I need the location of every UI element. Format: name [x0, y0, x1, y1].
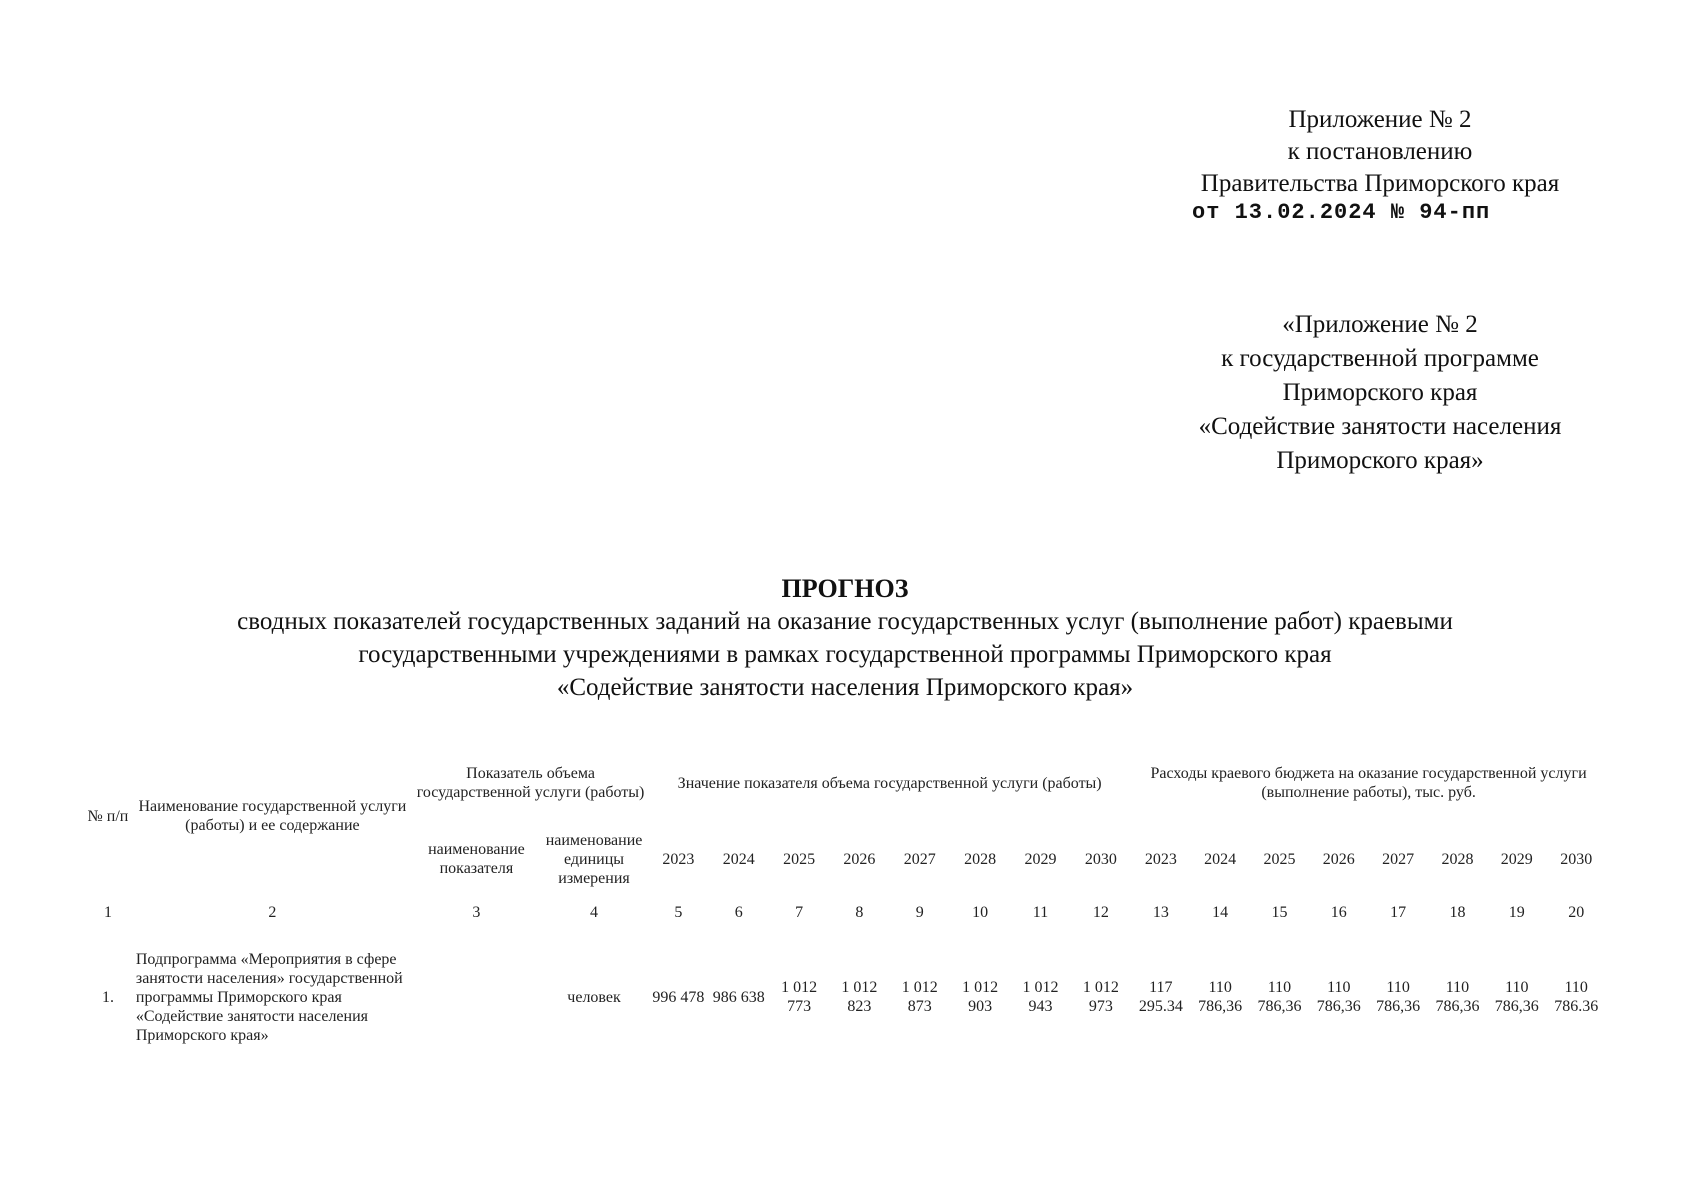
header-year: 2028: [1441, 850, 1474, 868]
column-number: 5: [674, 903, 683, 921]
appendix-line-5: Приморского края»: [1276, 447, 1484, 474]
header-year: 2029: [1024, 850, 1057, 868]
row-expense: 110 786,36: [1435, 979, 1480, 1015]
column-number: 10: [972, 903, 989, 921]
title-line-2: государственными учреждениями в рамках государственной программы Приморского края: [358, 641, 1332, 668]
row-expense: 110 786,36: [1316, 979, 1361, 1015]
appendix-line-2: к государственной программе: [1221, 345, 1539, 372]
header-year: 2025: [783, 850, 816, 868]
header-year: 2025: [1263, 850, 1296, 868]
row-expense: 117 295.34: [1138, 979, 1183, 1015]
header-num: № п/п: [87, 807, 129, 825]
column-number: 19: [1508, 903, 1525, 921]
header-year: 2028: [964, 850, 997, 868]
approval-line-2: к постановлению: [1287, 138, 1473, 165]
row-value: 1 012 903: [962, 979, 999, 1015]
appendix-block: [1160, 308, 1600, 478]
row-indicator-name: [413, 932, 540, 1062]
row-value: 1 012 973: [1082, 979, 1119, 1015]
row-number: 1.: [101, 988, 114, 1006]
header-year: 2024: [722, 850, 755, 868]
row-value: 996 478: [652, 988, 705, 1006]
appendix-line-4: «Содействие занятости населения: [1198, 413, 1562, 440]
row-expense: 110 786,36: [1376, 979, 1421, 1015]
column-number: 16: [1330, 903, 1347, 921]
row-service-name: Подпрограмма «Мероприятия в сфере занятости населения» государственной программы Приморского края «Содействие занятости населения Приморского края»: [135, 950, 403, 1044]
row-expense: 110 786,36: [1257, 979, 1302, 1015]
title-line-1: сводных показателей государственных заданий на оказание государственных услуг (выполнение работ) краевыми: [237, 608, 1453, 635]
column-number: 7: [795, 903, 804, 921]
header-expenses: Расходы краевого бюджета на оказание государственной услуги (выполнение работы), тыс. руб.: [1150, 765, 1587, 801]
column-number: 8: [855, 903, 864, 921]
column-number: 6: [734, 903, 743, 921]
table-row: [84, 932, 1606, 1062]
header-year: 2023: [662, 850, 695, 868]
column-number: 9: [915, 903, 924, 921]
row-expense: 110 786,36: [1494, 979, 1539, 1015]
column-number: 15: [1271, 903, 1288, 921]
approval-number: от 13.02.2024 № 94-пп: [1192, 200, 1491, 225]
header-year: 2029: [1500, 850, 1533, 868]
row-value: 1 012 823: [841, 979, 878, 1015]
header-indicator: Показатель объема государственной услуги (работы): [416, 765, 645, 801]
column-number: 3: [472, 903, 481, 921]
approval-line-3: Правительства Приморского края: [1200, 170, 1560, 197]
header-row-groups: [84, 740, 1606, 826]
row-value: 986 638: [712, 988, 765, 1006]
column-number: 17: [1390, 903, 1407, 921]
appendix-line-1: «Приложение № 2: [1282, 311, 1478, 338]
row-expense: 110 786,36: [1198, 979, 1243, 1015]
header-year: 2026: [843, 850, 876, 868]
header-year: 2030: [1084, 850, 1117, 868]
row-unit: человек: [567, 988, 621, 1006]
column-number: 14: [1212, 903, 1229, 921]
forecast-table: [84, 740, 1606, 1062]
column-number: 18: [1449, 903, 1466, 921]
column-number: 20: [1568, 903, 1585, 921]
approval-block: [1160, 104, 1600, 226]
column-number: 13: [1152, 903, 1169, 921]
header-values: Значение показателя объема государственной услуги (работы): [677, 774, 1102, 792]
column-number: 1: [103, 903, 112, 921]
header-year: 2027: [1382, 850, 1415, 868]
column-number: 4: [590, 903, 599, 921]
column-number: 11: [1032, 903, 1049, 921]
header-year: 2023: [1144, 850, 1177, 868]
column-number: 2: [268, 903, 277, 921]
header-indicator-unit: наименование единицы измерения: [545, 831, 643, 887]
header-year: 2024: [1204, 850, 1237, 868]
header-year: 2030: [1560, 850, 1593, 868]
header-year: 2027: [903, 850, 936, 868]
header-year: 2026: [1322, 850, 1355, 868]
title-line-3: «Содействие занятости населения Приморского края»: [556, 674, 1134, 701]
row-expense: 110 786.36: [1554, 979, 1599, 1015]
row-value: 1 012 873: [901, 979, 938, 1015]
row-value: 1 012 773: [781, 979, 818, 1015]
header-indicator-name: наименование показателя: [428, 841, 525, 877]
approval-line-1: Приложение № 2: [1288, 106, 1472, 133]
column-number: 12: [1092, 903, 1109, 921]
appendix-line-3: Приморского края: [1282, 379, 1478, 406]
title-heading: ПРОГНОЗ: [781, 574, 909, 603]
row-value: 1 012 943: [1022, 979, 1059, 1015]
header-name: Наименование государственной услуги (работы) и ее содержание: [138, 798, 407, 834]
column-number-row: [84, 892, 1606, 932]
document-title: [100, 572, 1590, 704]
